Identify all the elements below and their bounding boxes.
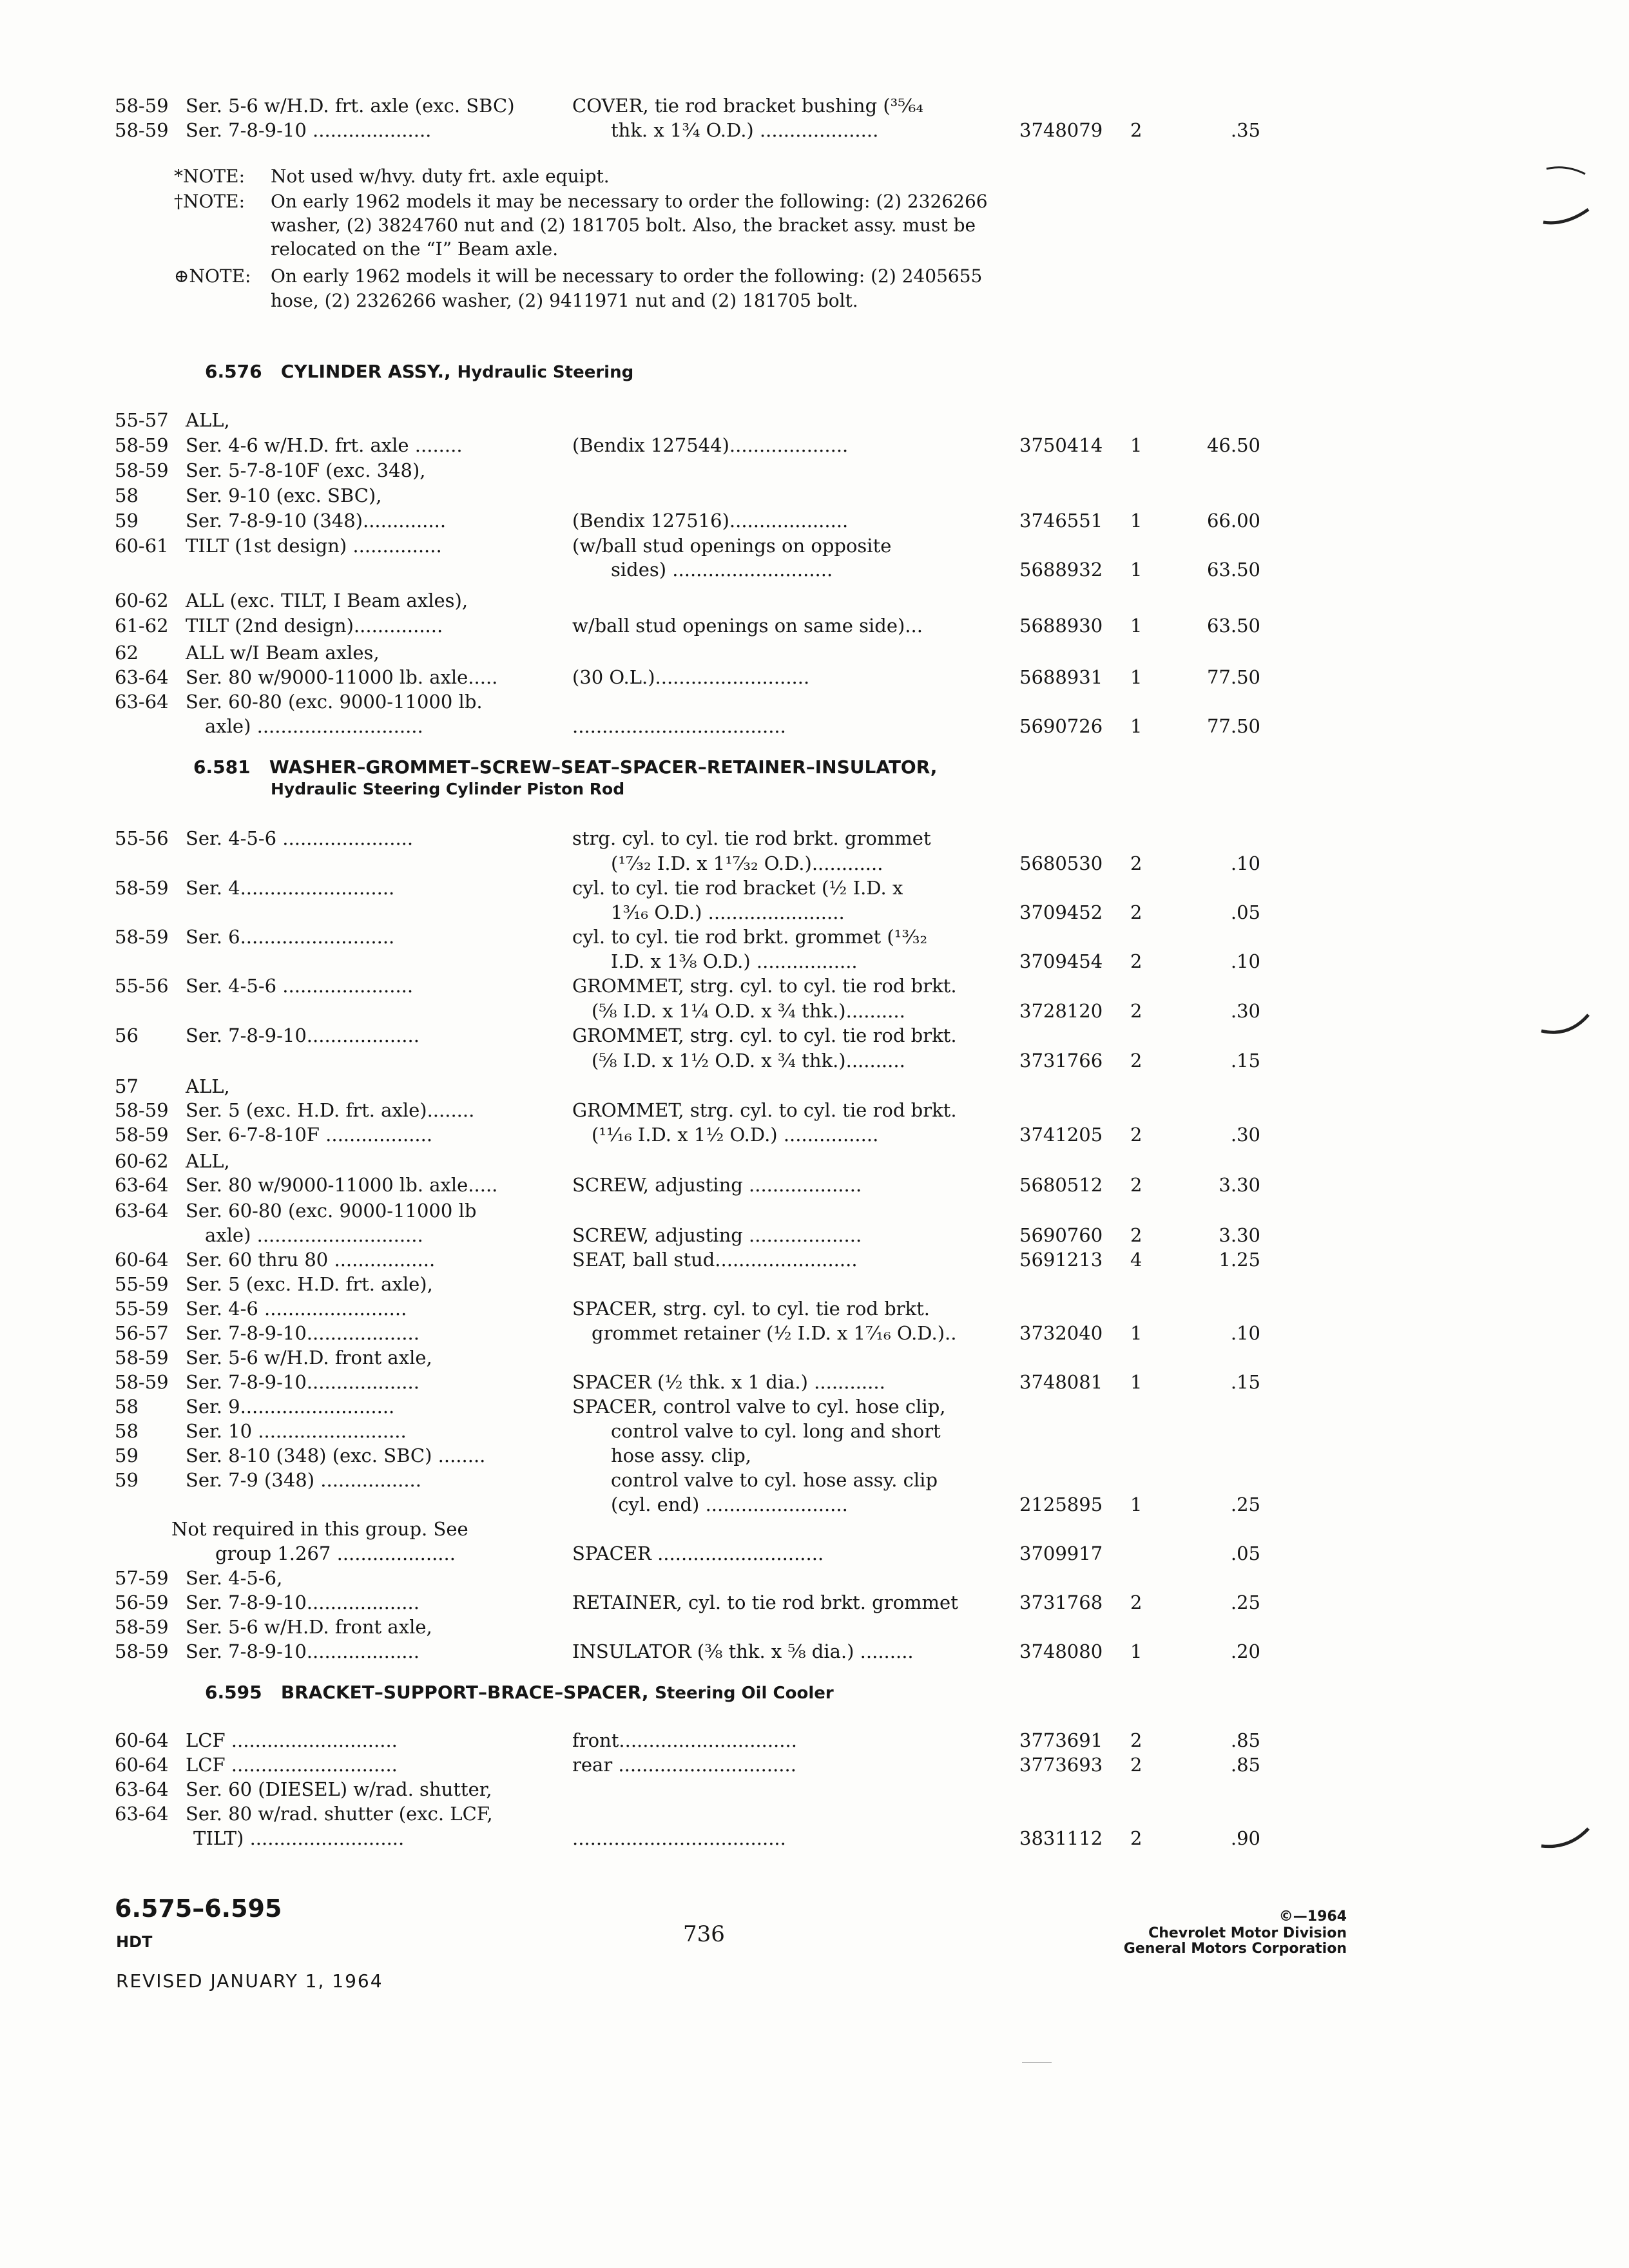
table-row bbox=[0, 408, 1629, 432]
row-series: Ser. 7-8-9-10................... bbox=[186, 1591, 419, 1613]
table-row bbox=[0, 1296, 1629, 1321]
row-series: Ser. 7-9 (348) ................. bbox=[186, 1469, 421, 1491]
page-range: 6.575–6.595 bbox=[115, 1894, 282, 1923]
row-series: Ser. 7-8-9-10................... bbox=[186, 1371, 419, 1393]
row-series: group 1.267 .................... bbox=[215, 1542, 456, 1564]
row-years: 58-59 bbox=[115, 1099, 169, 1121]
row-description: (⅝ I.D. x 1½ O.D. x ¾ thk.).......... bbox=[592, 1050, 905, 1072]
table-row bbox=[0, 949, 1629, 974]
table-row bbox=[0, 1639, 1629, 1664]
row-series: axle) ............................ bbox=[205, 715, 423, 737]
row-series: Ser. 9.......................... bbox=[186, 1396, 395, 1418]
row-series: Ser. 60-80 (exc. 9000-11000 lb. bbox=[186, 691, 483, 713]
row-years: 55-57 bbox=[115, 409, 169, 431]
row-years: 57 bbox=[115, 1075, 139, 1097]
row-part-number: 5688932 bbox=[1019, 559, 1103, 581]
row-quantity: 2 bbox=[1130, 1224, 1142, 1246]
row-part-number: 3731768 bbox=[1019, 1591, 1103, 1613]
row-years: 59 bbox=[115, 1469, 139, 1491]
row-years: 58-59 bbox=[115, 877, 169, 899]
row-years: 58-59 bbox=[115, 95, 169, 117]
table-row bbox=[0, 974, 1629, 998]
row-description: COVER, tie rod bracket bushing (³⁵⁄₆₄ bbox=[572, 95, 924, 117]
row-series: TILT) .......................... bbox=[193, 1827, 405, 1849]
table-row bbox=[0, 1370, 1629, 1394]
row-years: 58-59 bbox=[115, 1347, 169, 1369]
row-quantity: 1 bbox=[1130, 1640, 1142, 1662]
row-price: 77.50 bbox=[1206, 715, 1260, 737]
row-description: (cyl. end) ........................ bbox=[611, 1494, 848, 1515]
row-description: grommet retainer (½ I.D. x 1⁷⁄₁₆ O.D.).. bbox=[592, 1322, 957, 1344]
row-series: Ser. 7-8-9-10................... bbox=[186, 1024, 419, 1046]
row-series: Ser. 5-7-8-10F (exc. 348), bbox=[186, 459, 426, 481]
row-series: TILT (1st design) ............... bbox=[186, 535, 442, 557]
row-part-number: 3748079 bbox=[1019, 119, 1103, 141]
row-years: 58-59 bbox=[115, 459, 169, 481]
table-row bbox=[0, 1272, 1629, 1296]
row-series: Ser. 5-6 w/H.D. frt. axle (exc. SBC) bbox=[186, 95, 515, 117]
row-part-number: 3746551 bbox=[1019, 510, 1103, 532]
row-years: 63-64 bbox=[115, 1174, 169, 1196]
row-series: LCF ............................ bbox=[186, 1729, 398, 1751]
table-row bbox=[0, 508, 1629, 533]
row-price: .30 bbox=[1230, 1000, 1260, 1022]
row-description: rear .............................. bbox=[572, 1754, 796, 1776]
table-row bbox=[0, 557, 1629, 582]
table-row bbox=[0, 1023, 1629, 1048]
row-series: Ser. 5-6 w/H.D. front axle, bbox=[186, 1347, 432, 1369]
note-text: On early 1962 models it will be necessary to order the following: (2) 2405655 bbox=[271, 265, 983, 287]
table-row bbox=[0, 613, 1629, 638]
row-years: 58-59 bbox=[115, 434, 169, 456]
table-row bbox=[0, 1198, 1629, 1223]
note-label: *NOTE: bbox=[174, 166, 246, 187]
table-row bbox=[0, 433, 1629, 457]
copyright: ©—1964 bbox=[1278, 1908, 1347, 1925]
table-row bbox=[0, 999, 1629, 1023]
row-series: TILT (2nd design)............... bbox=[186, 615, 443, 637]
row-price: .30 bbox=[1230, 1124, 1260, 1146]
row-price: 63.50 bbox=[1206, 615, 1260, 637]
table-row bbox=[0, 1541, 1629, 1566]
row-description: cyl. to cyl. tie rod bracket (½ I.D. x bbox=[572, 877, 903, 899]
note-text: hose, (2) 2326266 washer, (2) 9411971 nut and (2) 181705 bolt. bbox=[271, 290, 858, 311]
row-years: 58-59 bbox=[115, 119, 169, 141]
section-subtitle: Hydraulic Steering Cylinder Piston Rod bbox=[271, 780, 625, 798]
row-series: Ser. 60 (DIESEL) w/rad. shutter, bbox=[186, 1778, 492, 1800]
row-quantity: 1 bbox=[1130, 1322, 1142, 1344]
section-subtitle: Hydraulic Steering bbox=[457, 363, 634, 382]
row-description: SEAT, ball stud........................ bbox=[572, 1249, 858, 1271]
table-row bbox=[0, 1777, 1629, 1802]
row-series: Ser. 7-8-9-10 .................... bbox=[186, 119, 432, 141]
row-description: front.............................. bbox=[572, 1729, 797, 1751]
row-quantity: 2 bbox=[1130, 1729, 1142, 1751]
row-price: .35 bbox=[1230, 119, 1260, 141]
note-text: washer, (2) 3824760 nut and (2) 181705 bolt. Also, the bracket assy. must be bbox=[271, 215, 976, 236]
row-price: .10 bbox=[1230, 1322, 1260, 1344]
row-quantity: 2 bbox=[1130, 1124, 1142, 1146]
row-series: Ser. 5 (exc. H.D. frt. axle), bbox=[186, 1273, 433, 1295]
table-row bbox=[0, 1074, 1629, 1099]
note-1 bbox=[174, 164, 610, 188]
catalog-code: HDT bbox=[116, 1933, 153, 1951]
row-description: (Bendix 127544).................... bbox=[572, 434, 849, 456]
table-row bbox=[0, 1122, 1629, 1147]
note-label: †NOTE: bbox=[174, 191, 246, 212]
row-quantity: 2 bbox=[1130, 1591, 1142, 1613]
row-series: axle) ............................ bbox=[205, 1224, 423, 1246]
row-description: (¹⁷⁄₃₂ I.D. x 1¹⁷⁄₃₂ O.D.)............ bbox=[611, 852, 883, 874]
row-years: 60-64 bbox=[115, 1729, 169, 1751]
row-quantity: 2 bbox=[1130, 1827, 1142, 1849]
table-row bbox=[0, 1753, 1629, 1777]
row-series: Ser. 8-10 (348) (exc. SBC) ........ bbox=[186, 1445, 486, 1466]
row-price: .25 bbox=[1230, 1591, 1260, 1613]
binding-mark bbox=[1534, 1012, 1598, 1050]
row-years: 55-56 bbox=[115, 827, 169, 849]
row-series: ALL (exc. TILT, I Beam axles), bbox=[186, 590, 468, 611]
row-price: .25 bbox=[1230, 1494, 1260, 1515]
row-description: .................................... bbox=[572, 715, 786, 737]
row-description: SPACER ............................ bbox=[572, 1542, 824, 1564]
table-row bbox=[0, 1492, 1629, 1517]
row-quantity: 1 bbox=[1130, 666, 1142, 688]
row-series: Ser. 5-6 w/H.D. front axle, bbox=[186, 1616, 432, 1638]
row-part-number: 5690760 bbox=[1019, 1224, 1103, 1246]
section-subtitle: Steering Oil Cooler bbox=[655, 1684, 834, 1703]
row-part-number: 5691213 bbox=[1019, 1249, 1103, 1271]
row-years: 58-59 bbox=[115, 1616, 169, 1638]
note-3 bbox=[174, 264, 983, 288]
row-description: (⅝ I.D. x 1¼ O.D. x ¾ thk.).......... bbox=[592, 1000, 905, 1022]
row-quantity: 2 bbox=[1130, 1000, 1142, 1022]
row-price: .85 bbox=[1230, 1754, 1260, 1776]
row-price: .10 bbox=[1230, 852, 1260, 874]
table-row bbox=[0, 1419, 1629, 1443]
table-row bbox=[0, 93, 1629, 118]
section-title: WASHER–GROMMET–SCREW–SEAT–SPACER–RETAINER–INSULATOR, bbox=[269, 756, 938, 778]
row-series: Ser. 4-6 w/H.D. frt. axle ........ bbox=[186, 434, 463, 456]
row-price: .20 bbox=[1230, 1640, 1260, 1662]
revised-date: REVISED JANUARY 1, 1964 bbox=[116, 1970, 383, 1992]
row-description: (Bendix 127516).................... bbox=[572, 510, 849, 532]
row-price: .05 bbox=[1230, 1542, 1260, 1564]
row-series: Ser. 60-80 (exc. 9000-11000 lb bbox=[186, 1200, 477, 1222]
row-description: control valve to cyl. hose assy. clip bbox=[611, 1469, 938, 1491]
row-description: SPACER, control valve to cyl. hose clip, bbox=[572, 1396, 946, 1418]
row-price: .15 bbox=[1230, 1050, 1260, 1072]
row-years: 59 bbox=[115, 510, 139, 532]
row-part-number: 3748081 bbox=[1019, 1371, 1103, 1393]
row-part-number: 3750414 bbox=[1019, 434, 1103, 456]
row-years: 57-59 bbox=[115, 1567, 169, 1589]
row-quantity: 2 bbox=[1130, 1174, 1142, 1196]
row-description: w/ball stud openings on same side)... bbox=[572, 615, 923, 637]
row-series: ALL, bbox=[186, 1150, 230, 1172]
row-description: cyl. to cyl. tie rod brkt. grommet (¹³⁄₃₂ bbox=[572, 926, 928, 948]
row-price: 77.50 bbox=[1206, 666, 1260, 688]
row-years: 58-59 bbox=[115, 1124, 169, 1146]
row-part-number: 3731766 bbox=[1019, 1050, 1103, 1072]
section-heading-6576 bbox=[205, 360, 633, 385]
table-row bbox=[0, 1247, 1629, 1272]
table-row bbox=[0, 1517, 1629, 1541]
row-description: sides) ........................... bbox=[611, 559, 833, 581]
section-heading-6595 bbox=[205, 1680, 834, 1706]
row-price: 3.30 bbox=[1219, 1224, 1260, 1246]
row-part-number: 5688931 bbox=[1019, 666, 1103, 688]
section-number: 6.581 bbox=[193, 756, 251, 778]
table-row bbox=[0, 851, 1629, 876]
row-years: 63-64 bbox=[115, 1803, 169, 1825]
row-years: 58 bbox=[115, 485, 139, 506]
row-description: (¹¹⁄₁₆ I.D. x 1½ O.D.) ................ bbox=[592, 1124, 879, 1146]
row-price: 46.50 bbox=[1206, 434, 1260, 456]
row-description: (w/ball stud openings on opposite bbox=[572, 535, 892, 557]
row-description: SCREW, adjusting ................... bbox=[572, 1174, 862, 1196]
table-row bbox=[0, 1615, 1629, 1639]
row-part-number: 3728120 bbox=[1019, 1000, 1103, 1022]
row-quantity: 1 bbox=[1130, 1371, 1142, 1393]
scan-speck bbox=[1022, 2062, 1052, 2063]
row-description: I.D. x 1³⁄₈ O.D.) ................. bbox=[611, 950, 858, 972]
table-row bbox=[0, 876, 1629, 900]
table-row bbox=[0, 826, 1629, 850]
row-series: ALL w/I Beam axles, bbox=[186, 642, 380, 664]
table-row bbox=[0, 458, 1629, 483]
row-part-number: 2125895 bbox=[1019, 1494, 1103, 1515]
table-row bbox=[0, 1098, 1629, 1122]
row-price: .85 bbox=[1230, 1729, 1260, 1751]
row-quantity: 1 bbox=[1130, 510, 1142, 532]
row-description: thk. x 1³⁄₄ O.D.) .................... bbox=[611, 119, 879, 141]
table-row bbox=[0, 483, 1629, 508]
row-series: Ser. 10 ......................... bbox=[186, 1420, 407, 1442]
table-row bbox=[0, 1802, 1629, 1826]
table-row bbox=[0, 1345, 1629, 1370]
section-title: BRACKET–SUPPORT–BRACE–SPACER, bbox=[280, 1682, 649, 1703]
row-series: Ser. 80 w/rad. shutter (exc. LCF, bbox=[186, 1803, 493, 1825]
table-row bbox=[0, 925, 1629, 949]
row-description: SPACER (½ thk. x 1 dia.) ............ bbox=[572, 1371, 885, 1393]
row-years: 60-64 bbox=[115, 1754, 169, 1776]
row-description: strg. cyl. to cyl. tie rod brkt. grommet bbox=[572, 827, 931, 849]
row-part-number: 5688930 bbox=[1019, 615, 1103, 637]
row-series: Ser. 7-8-9-10................... bbox=[186, 1640, 419, 1662]
row-part-number: 3748080 bbox=[1019, 1640, 1103, 1662]
row-series: Ser. 4-5-6 ...................... bbox=[186, 975, 414, 997]
row-years: 55-56 bbox=[115, 975, 169, 997]
row-years: 63-64 bbox=[115, 1778, 169, 1800]
row-series: Ser. 5 (exc. H.D. frt. axle)........ bbox=[186, 1099, 475, 1121]
table-row bbox=[0, 1149, 1629, 1173]
table-row bbox=[0, 1443, 1629, 1468]
table-row bbox=[0, 533, 1629, 558]
row-years: 55-59 bbox=[115, 1273, 169, 1295]
table-row bbox=[0, 689, 1629, 714]
row-description: 1³⁄₁₆ O.D.) ....................... bbox=[611, 901, 845, 923]
table-row bbox=[0, 588, 1629, 613]
row-series: Ser. 4-5-6 ...................... bbox=[186, 827, 414, 849]
binding-mark bbox=[1534, 1823, 1598, 1862]
row-years: 56 bbox=[115, 1024, 139, 1046]
row-years: 58-59 bbox=[115, 1640, 169, 1662]
row-part-number: 3709452 bbox=[1019, 901, 1103, 923]
row-price: .90 bbox=[1230, 1827, 1260, 1849]
row-part-number: 3709454 bbox=[1019, 950, 1103, 972]
table-row bbox=[0, 640, 1629, 665]
row-years: 60-64 bbox=[115, 1249, 169, 1271]
table-row bbox=[0, 1590, 1629, 1615]
row-description: GROMMET, strg. cyl. to cyl. tie rod brkt. bbox=[572, 1024, 957, 1046]
row-description: SCREW, adjusting ................... bbox=[572, 1224, 862, 1246]
row-quantity: 2 bbox=[1130, 901, 1142, 923]
row-quantity: 2 bbox=[1130, 950, 1142, 972]
section-number: 6.576 bbox=[205, 361, 262, 382]
row-series: Ser. 7-8-9-10................... bbox=[186, 1322, 419, 1344]
row-quantity: 1 bbox=[1130, 615, 1142, 637]
row-series: Ser. 4.......................... bbox=[186, 877, 395, 899]
corporation-name: General Motors Corporation bbox=[1123, 1941, 1347, 1957]
binding-mark bbox=[1534, 161, 1598, 238]
row-years: 56-57 bbox=[115, 1322, 169, 1344]
row-price: .05 bbox=[1230, 901, 1260, 923]
row-years: 60-62 bbox=[115, 590, 169, 611]
note-text: relocated on the “I” Beam axle. bbox=[271, 238, 559, 260]
note-2 bbox=[174, 189, 988, 213]
page-number: 736 bbox=[683, 1921, 725, 1947]
row-description: .................................... bbox=[572, 1827, 786, 1849]
row-years: 63-64 bbox=[115, 666, 169, 688]
row-part-number: 5680530 bbox=[1019, 852, 1103, 874]
table-row bbox=[0, 665, 1629, 689]
row-part-number: 3831112 bbox=[1019, 1827, 1103, 1849]
row-series: Ser. 9-10 (exc. SBC), bbox=[186, 485, 382, 506]
row-series: Ser. 80 w/9000-11000 lb. axle..... bbox=[186, 666, 498, 688]
row-series: Ser. 80 w/9000-11000 lb. axle..... bbox=[186, 1174, 498, 1196]
row-years: 60-62 bbox=[115, 1150, 169, 1172]
row-quantity: 1 bbox=[1130, 715, 1142, 737]
row-years: 61-62 bbox=[115, 615, 169, 637]
row-series: LCF ............................ bbox=[186, 1754, 398, 1776]
note-text: On early 1962 models it may be necessary to order the following: (2) 2326266 bbox=[271, 191, 988, 212]
row-years: 62 bbox=[115, 642, 139, 664]
row-price: 3.30 bbox=[1219, 1174, 1260, 1196]
row-part-number: 3773693 bbox=[1019, 1754, 1103, 1776]
row-series: Not required in this group. See bbox=[171, 1518, 468, 1540]
note-label: ⊕NOTE: bbox=[174, 265, 251, 287]
table-row bbox=[0, 1048, 1629, 1073]
table-row bbox=[0, 1566, 1629, 1590]
row-quantity: 1 bbox=[1130, 559, 1142, 581]
table-row bbox=[0, 900, 1629, 925]
row-years: 60-61 bbox=[115, 535, 169, 557]
row-series: Ser. 4-6 ........................ bbox=[186, 1298, 407, 1320]
table-row bbox=[0, 1468, 1629, 1492]
row-quantity: 2 bbox=[1130, 852, 1142, 874]
note-text: Not used w/hvy. duty frt. axle equipt. bbox=[271, 166, 610, 187]
row-description: GROMMET, strg. cyl. to cyl. tie rod brkt. bbox=[572, 1099, 957, 1121]
table-row bbox=[0, 1826, 1629, 1850]
section-number: 6.595 bbox=[205, 1682, 262, 1703]
table-row bbox=[0, 1223, 1629, 1247]
row-quantity: 2 bbox=[1130, 1050, 1142, 1072]
row-part-number: 5680512 bbox=[1019, 1174, 1103, 1196]
row-description: control valve to cyl. long and short bbox=[611, 1420, 941, 1442]
row-series: Ser. 60 thru 80 ................. bbox=[186, 1249, 436, 1271]
table-row bbox=[0, 714, 1629, 738]
table-row bbox=[0, 1173, 1629, 1197]
row-series: Ser. 7-8-9-10 (348).............. bbox=[186, 510, 447, 532]
table-row bbox=[0, 1728, 1629, 1753]
row-description: INSULATOR (⅜ thk. x ⅝ dia.) ......... bbox=[572, 1640, 914, 1662]
table-row bbox=[0, 1394, 1629, 1419]
row-series: Ser. 4-5-6, bbox=[186, 1567, 283, 1589]
section-title: CYLINDER ASSY., bbox=[280, 361, 451, 382]
section-heading-6581 bbox=[193, 755, 937, 780]
row-description: hose assy. clip, bbox=[611, 1445, 751, 1466]
row-years: 59 bbox=[115, 1445, 139, 1466]
row-years: 63-64 bbox=[115, 1200, 169, 1222]
row-years: 58-59 bbox=[115, 1371, 169, 1393]
row-part-number: 3709917 bbox=[1019, 1542, 1103, 1564]
row-price: .10 bbox=[1230, 950, 1260, 972]
row-quantity: 1 bbox=[1130, 434, 1142, 456]
table-row bbox=[0, 118, 1629, 142]
row-quantity: 4 bbox=[1130, 1249, 1142, 1271]
row-years: 56-59 bbox=[115, 1591, 169, 1613]
row-description: GROMMET, strg. cyl. to cyl. tie rod brkt. bbox=[572, 975, 957, 997]
row-years: 58-59 bbox=[115, 926, 169, 948]
row-series: ALL, bbox=[186, 1075, 230, 1097]
row-years: 58 bbox=[115, 1420, 139, 1442]
row-series: Ser. 6-7-8-10F .................. bbox=[186, 1124, 433, 1146]
row-price: 66.00 bbox=[1206, 510, 1260, 532]
row-series: ALL, bbox=[186, 409, 230, 431]
row-part-number: 5690726 bbox=[1019, 715, 1103, 737]
row-years: 63-64 bbox=[115, 691, 169, 713]
row-price: 1.25 bbox=[1219, 1249, 1260, 1271]
row-part-number: 3773691 bbox=[1019, 1729, 1103, 1751]
row-part-number: 3741205 bbox=[1019, 1124, 1103, 1146]
row-description: SPACER, strg. cyl. to cyl. tie rod brkt. bbox=[572, 1298, 930, 1320]
row-years: 55-59 bbox=[115, 1298, 169, 1320]
division-name: Chevrolet Motor Division bbox=[1148, 1925, 1347, 1941]
row-years: 58 bbox=[115, 1396, 139, 1418]
row-price: .15 bbox=[1230, 1371, 1260, 1393]
row-part-number: 3732040 bbox=[1019, 1322, 1103, 1344]
table-row bbox=[0, 1321, 1629, 1345]
row-quantity: 1 bbox=[1130, 1494, 1142, 1515]
row-series: Ser. 6.......................... bbox=[186, 926, 395, 948]
row-description: RETAINER, cyl. to tie rod brkt. grommet bbox=[572, 1591, 958, 1613]
row-price: 63.50 bbox=[1206, 559, 1260, 581]
row-description: (30 O.L.).......................... bbox=[572, 666, 810, 688]
row-quantity: 2 bbox=[1130, 119, 1142, 141]
row-quantity: 2 bbox=[1130, 1754, 1142, 1776]
